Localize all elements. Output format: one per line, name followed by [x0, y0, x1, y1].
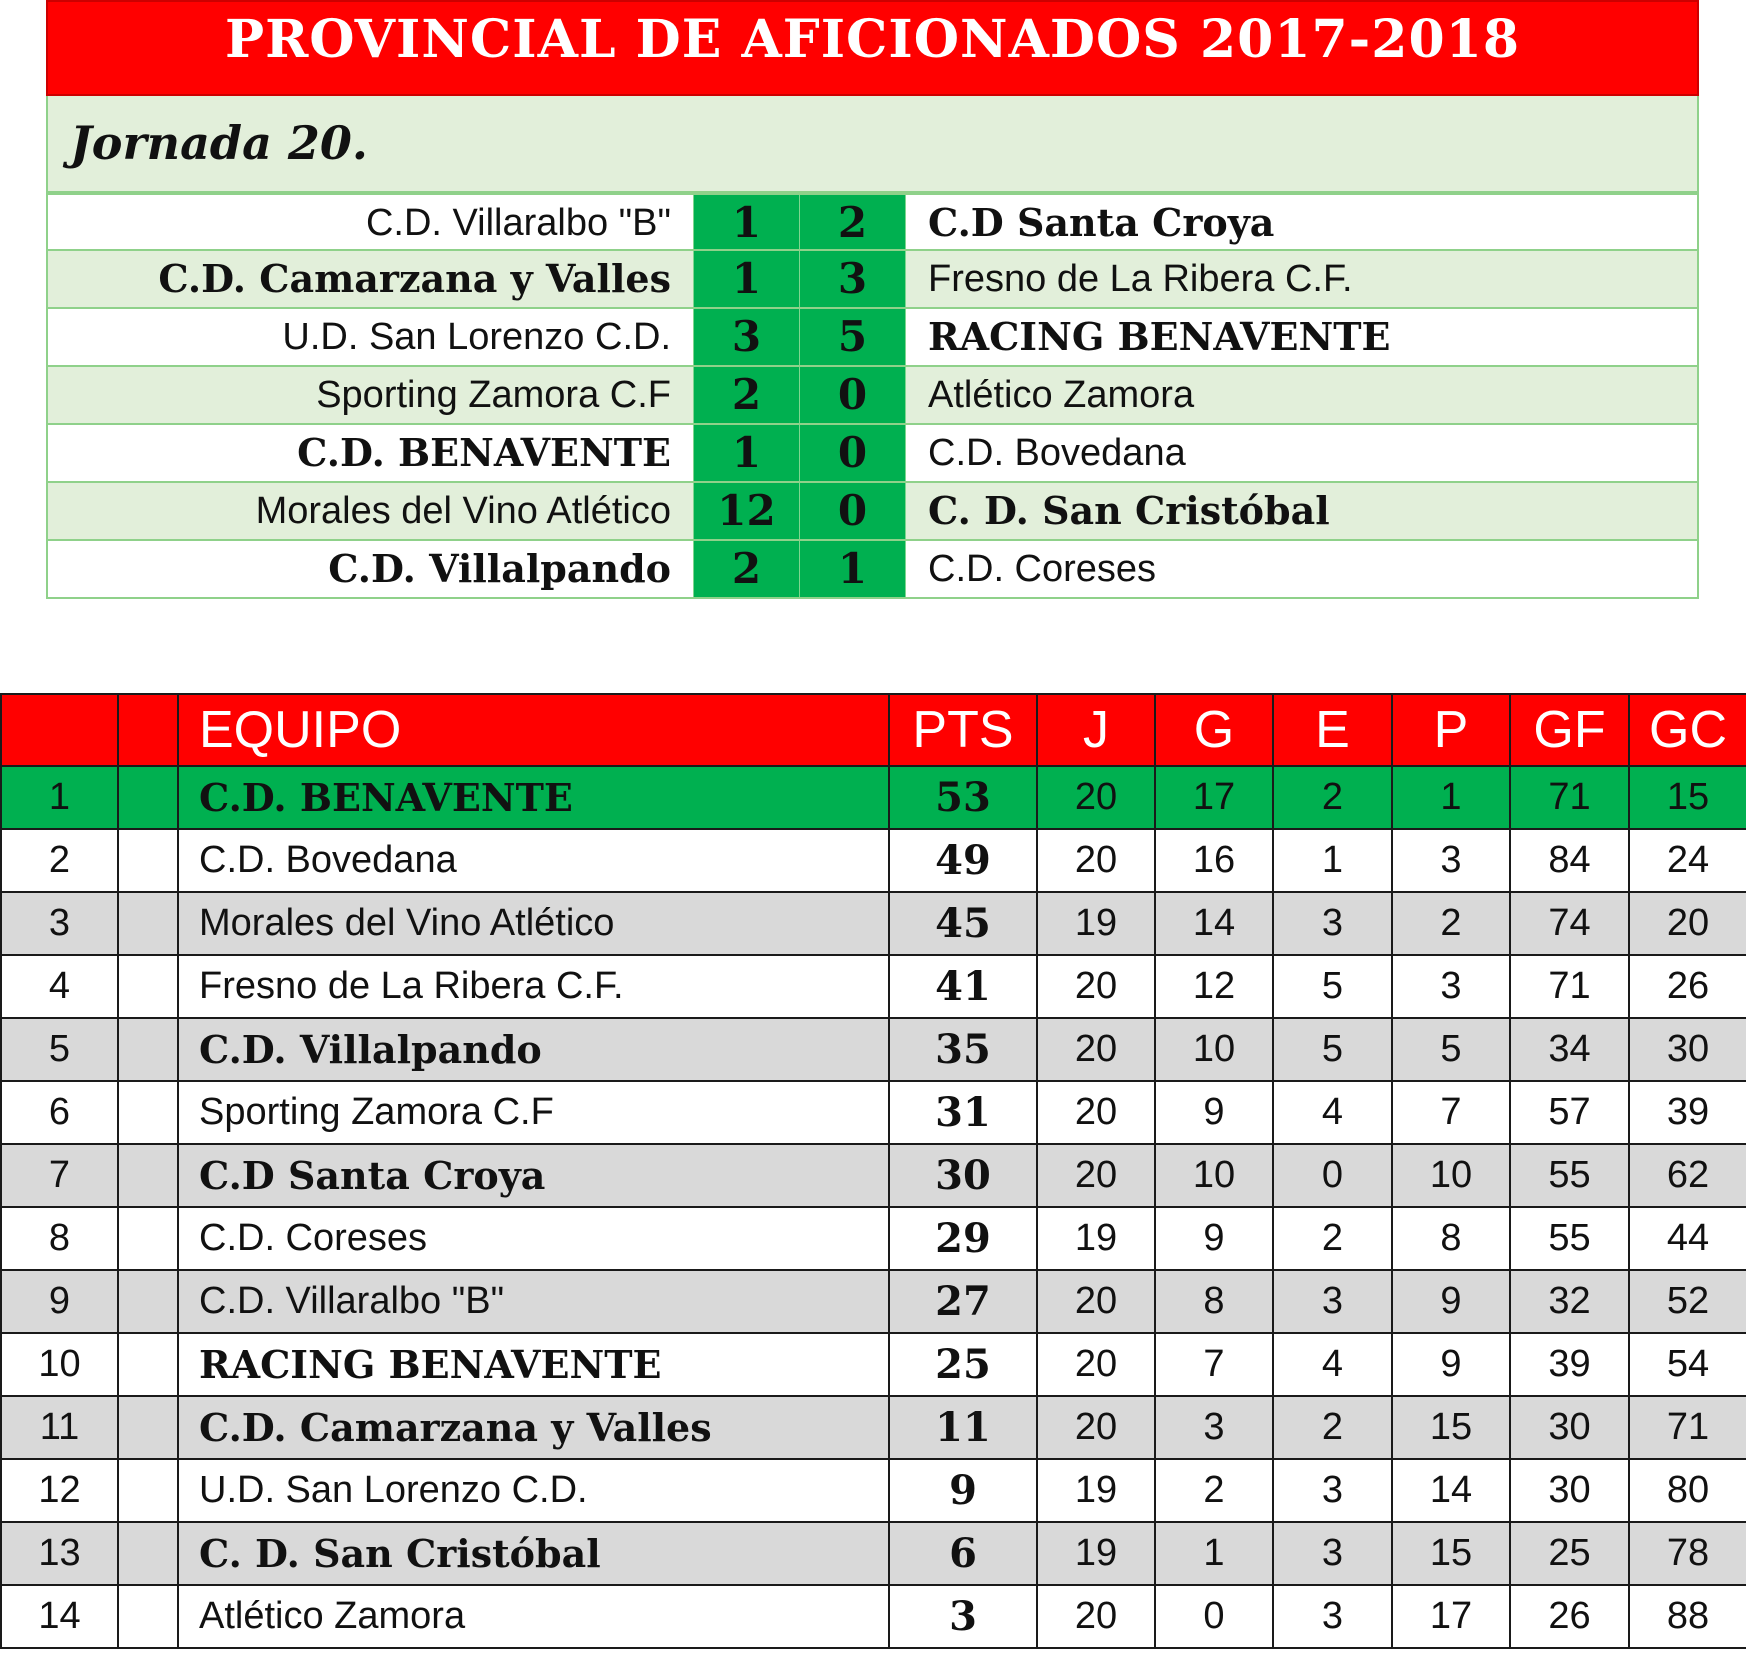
col-header-e: E: [1273, 694, 1392, 766]
played-cell: 20: [1037, 1144, 1155, 1207]
goals-against-cell: 52: [1629, 1270, 1746, 1333]
played-cell: 20: [1037, 766, 1155, 829]
marker-cell: [118, 1207, 178, 1270]
goals-for-cell: 71: [1510, 955, 1629, 1018]
won-cell: 14: [1155, 892, 1273, 955]
drawn-cell: 3: [1273, 1270, 1392, 1333]
team-name-cell: Atlético Zamora: [178, 1585, 889, 1648]
team-name-cell: C.D. Bovedana: [178, 829, 889, 892]
position-cell: 14: [1, 1585, 118, 1648]
drawn-cell: 2: [1273, 766, 1392, 829]
goals-against-cell: 54: [1629, 1333, 1746, 1396]
drawn-cell: 1: [1273, 829, 1392, 892]
drawn-cell: 5: [1273, 1018, 1392, 1081]
marker-cell: [118, 766, 178, 829]
drawn-cell: 2: [1273, 1396, 1392, 1459]
lost-cell: 5: [1392, 1018, 1510, 1081]
team-name-cell: C.D. Villalpando: [178, 1018, 889, 1081]
points-cell: 27: [889, 1270, 1037, 1333]
away-team: C. D. San Cristóbal: [905, 483, 1699, 539]
marker-cell: [118, 955, 178, 1018]
col-header-pos: [1, 694, 118, 766]
home-score: 1: [693, 195, 799, 249]
goals-against-cell: 62: [1629, 1144, 1746, 1207]
away-score: 3: [799, 251, 905, 307]
away-team: Fresno de La Ribera C.F.: [905, 251, 1699, 307]
won-cell: 10: [1155, 1144, 1273, 1207]
position-cell: 3: [1, 892, 118, 955]
table-row: [1, 892, 1746, 955]
home-score: 1: [693, 251, 799, 307]
points-cell: 45: [889, 892, 1037, 955]
home-score: 1: [693, 425, 799, 481]
points-cell: 53: [889, 766, 1037, 829]
won-cell: 2: [1155, 1459, 1273, 1522]
table-row: [1, 955, 1746, 1018]
lost-cell: 3: [1392, 829, 1510, 892]
goals-for-cell: 30: [1510, 1459, 1629, 1522]
away-score: 5: [799, 309, 905, 365]
position-cell: 8: [1, 1207, 118, 1270]
match-row: [46, 367, 1699, 425]
away-score: 0: [799, 425, 905, 481]
team-name-cell: Fresno de La Ribera C.F.: [178, 955, 889, 1018]
goals-against-cell: 88: [1629, 1585, 1746, 1648]
team-name-cell: C.D Santa Croya: [178, 1144, 889, 1207]
lost-cell: 2: [1392, 892, 1510, 955]
played-cell: 19: [1037, 1459, 1155, 1522]
goals-against-cell: 71: [1629, 1396, 1746, 1459]
won-cell: 17: [1155, 766, 1273, 829]
goals-against-cell: 24: [1629, 829, 1746, 892]
position-cell: 7: [1, 1144, 118, 1207]
position-cell: 2: [1, 829, 118, 892]
home-score: 3: [693, 309, 799, 365]
team-name-cell: Morales del Vino Atlético: [178, 892, 889, 955]
points-cell: 49: [889, 829, 1037, 892]
table-row: [1, 829, 1746, 892]
lost-cell: 10: [1392, 1144, 1510, 1207]
away-team: C.D. Bovedana: [905, 425, 1699, 481]
col-header-g: G: [1155, 694, 1273, 766]
points-cell: 11: [889, 1396, 1037, 1459]
played-cell: 19: [1037, 1207, 1155, 1270]
marker-cell: [118, 1585, 178, 1648]
won-cell: 7: [1155, 1333, 1273, 1396]
col-header-pts: PTS: [889, 694, 1037, 766]
goals-against-cell: 15: [1629, 766, 1746, 829]
col-header-gc: GC: [1629, 694, 1746, 766]
position-cell: 11: [1, 1396, 118, 1459]
match-row: [46, 251, 1699, 309]
away-score: 0: [799, 367, 905, 423]
played-cell: 20: [1037, 1081, 1155, 1144]
played-cell: 20: [1037, 829, 1155, 892]
table-row: [1, 766, 1746, 829]
table-row: [1, 1207, 1746, 1270]
goals-for-cell: 57: [1510, 1081, 1629, 1144]
won-cell: 9: [1155, 1207, 1273, 1270]
marker-cell: [118, 1396, 178, 1459]
lost-cell: 8: [1392, 1207, 1510, 1270]
lost-cell: 15: [1392, 1396, 1510, 1459]
goals-for-cell: 39: [1510, 1333, 1629, 1396]
marker-cell: [118, 1522, 178, 1585]
table-row: [1, 1459, 1746, 1522]
marker-cell: [118, 1018, 178, 1081]
home-score: 2: [693, 541, 799, 597]
away-team: C.D. Coreses: [905, 541, 1699, 597]
home-team: Sporting Zamora C.F: [46, 367, 693, 423]
table-row: [1, 1333, 1746, 1396]
goals-against-cell: 44: [1629, 1207, 1746, 1270]
drawn-cell: 4: [1273, 1333, 1392, 1396]
match-row: [46, 541, 1699, 599]
table-header-row: [1, 694, 1746, 766]
match-row: [46, 309, 1699, 367]
team-name-cell: RACING BENAVENTE: [178, 1333, 889, 1396]
marker-cell: [118, 1081, 178, 1144]
lost-cell: 7: [1392, 1081, 1510, 1144]
team-name-cell: C.D. Camarzana y Valles: [178, 1396, 889, 1459]
drawn-cell: 3: [1273, 1459, 1392, 1522]
col-header-gf: GF: [1510, 694, 1629, 766]
won-cell: 10: [1155, 1018, 1273, 1081]
table-row: [1, 1522, 1746, 1585]
results-panel: [46, 0, 1699, 599]
lost-cell: 1: [1392, 766, 1510, 829]
goals-against-cell: 80: [1629, 1459, 1746, 1522]
table-row: [1, 1270, 1746, 1333]
table-row: [1, 1585, 1746, 1648]
home-score: 12: [693, 483, 799, 539]
team-name-cell: U.D. San Lorenzo C.D.: [178, 1459, 889, 1522]
table-row: [1, 1081, 1746, 1144]
position-cell: 9: [1, 1270, 118, 1333]
points-cell: 30: [889, 1144, 1037, 1207]
goals-for-cell: 26: [1510, 1585, 1629, 1648]
team-name-cell: C.D. Villaralbo "B": [178, 1270, 889, 1333]
competition-title: PROVINCIAL DE AFICIONADOS 2017-2018: [46, 0, 1699, 96]
goals-for-cell: 30: [1510, 1396, 1629, 1459]
drawn-cell: 3: [1273, 1522, 1392, 1585]
played-cell: 19: [1037, 1522, 1155, 1585]
away-team: C.D Santa Croya: [905, 195, 1699, 249]
played-cell: 20: [1037, 1396, 1155, 1459]
won-cell: 9: [1155, 1081, 1273, 1144]
won-cell: 1: [1155, 1522, 1273, 1585]
goals-against-cell: 78: [1629, 1522, 1746, 1585]
standings-panel: [0, 693, 1746, 1649]
played-cell: 20: [1037, 1333, 1155, 1396]
col-header-team: EQUIPO: [178, 694, 889, 766]
marker-cell: [118, 829, 178, 892]
team-name-cell: Sporting Zamora C.F: [178, 1081, 889, 1144]
points-cell: 31: [889, 1081, 1037, 1144]
marker-cell: [118, 892, 178, 955]
points-cell: 9: [889, 1459, 1037, 1522]
drawn-cell: 0: [1273, 1144, 1392, 1207]
position-cell: 1: [1, 766, 118, 829]
away-team: Atlético Zamora: [905, 367, 1699, 423]
played-cell: 20: [1037, 1018, 1155, 1081]
match-row: [46, 193, 1699, 251]
col-header-mark: [118, 694, 178, 766]
col-header-j: J: [1037, 694, 1155, 766]
team-name-cell: C.D. BENAVENTE: [178, 766, 889, 829]
home-team: C.D. BENAVENTE: [46, 425, 693, 481]
position-cell: 13: [1, 1522, 118, 1585]
position-cell: 12: [1, 1459, 118, 1522]
lost-cell: 9: [1392, 1270, 1510, 1333]
home-team: Morales del Vino Atlético: [46, 483, 693, 539]
away-score: 1: [799, 541, 905, 597]
goals-against-cell: 26: [1629, 955, 1746, 1018]
home-team: C.D. Villaralbo "B": [46, 195, 693, 249]
marker-cell: [118, 1459, 178, 1522]
goals-for-cell: 55: [1510, 1144, 1629, 1207]
won-cell: 0: [1155, 1585, 1273, 1648]
goals-against-cell: 20: [1629, 892, 1746, 955]
lost-cell: 17: [1392, 1585, 1510, 1648]
lost-cell: 14: [1392, 1459, 1510, 1522]
marker-cell: [118, 1144, 178, 1207]
drawn-cell: 4: [1273, 1081, 1392, 1144]
goals-for-cell: 34: [1510, 1018, 1629, 1081]
won-cell: 3: [1155, 1396, 1273, 1459]
team-name-cell: C.D. Coreses: [178, 1207, 889, 1270]
standings-table: [0, 693, 1746, 1649]
match-list: [46, 193, 1699, 599]
home-team: U.D. San Lorenzo C.D.: [46, 309, 693, 365]
team-name-cell: C. D. San Cristóbal: [178, 1522, 889, 1585]
drawn-cell: 2: [1273, 1207, 1392, 1270]
points-cell: 25: [889, 1333, 1037, 1396]
drawn-cell: 3: [1273, 892, 1392, 955]
goals-for-cell: 55: [1510, 1207, 1629, 1270]
goals-for-cell: 32: [1510, 1270, 1629, 1333]
points-cell: 3: [889, 1585, 1037, 1648]
standings-body: [1, 766, 1746, 1648]
drawn-cell: 5: [1273, 955, 1392, 1018]
marker-cell: [118, 1270, 178, 1333]
home-team: C.D. Camarzana y Valles: [46, 251, 693, 307]
won-cell: 16: [1155, 829, 1273, 892]
away-team: RACING BENAVENTE: [905, 309, 1699, 365]
home-score: 2: [693, 367, 799, 423]
played-cell: 20: [1037, 955, 1155, 1018]
marker-cell: [118, 1333, 178, 1396]
drawn-cell: 3: [1273, 1585, 1392, 1648]
points-cell: 41: [889, 955, 1037, 1018]
table-row: [1, 1018, 1746, 1081]
home-team: C.D. Villalpando: [46, 541, 693, 597]
away-score: 2: [799, 195, 905, 249]
position-cell: 4: [1, 955, 118, 1018]
goals-against-cell: 39: [1629, 1081, 1746, 1144]
lost-cell: 15: [1392, 1522, 1510, 1585]
position-cell: 10: [1, 1333, 118, 1396]
match-row: [46, 425, 1699, 483]
match-row: [46, 483, 1699, 541]
away-score: 0: [799, 483, 905, 539]
played-cell: 20: [1037, 1270, 1155, 1333]
lost-cell: 9: [1392, 1333, 1510, 1396]
goals-for-cell: 25: [1510, 1522, 1629, 1585]
played-cell: 19: [1037, 892, 1155, 955]
col-header-p: P: [1392, 694, 1510, 766]
round-label: Jornada 20.: [46, 96, 1699, 193]
position-cell: 6: [1, 1081, 118, 1144]
goals-for-cell: 84: [1510, 829, 1629, 892]
won-cell: 8: [1155, 1270, 1273, 1333]
table-row: [1, 1144, 1746, 1207]
goals-for-cell: 71: [1510, 766, 1629, 829]
points-cell: 29: [889, 1207, 1037, 1270]
points-cell: 35: [889, 1018, 1037, 1081]
position-cell: 5: [1, 1018, 118, 1081]
won-cell: 12: [1155, 955, 1273, 1018]
goals-against-cell: 30: [1629, 1018, 1746, 1081]
points-cell: 6: [889, 1522, 1037, 1585]
table-row: [1, 1396, 1746, 1459]
lost-cell: 3: [1392, 955, 1510, 1018]
goals-for-cell: 74: [1510, 892, 1629, 955]
played-cell: 20: [1037, 1585, 1155, 1648]
